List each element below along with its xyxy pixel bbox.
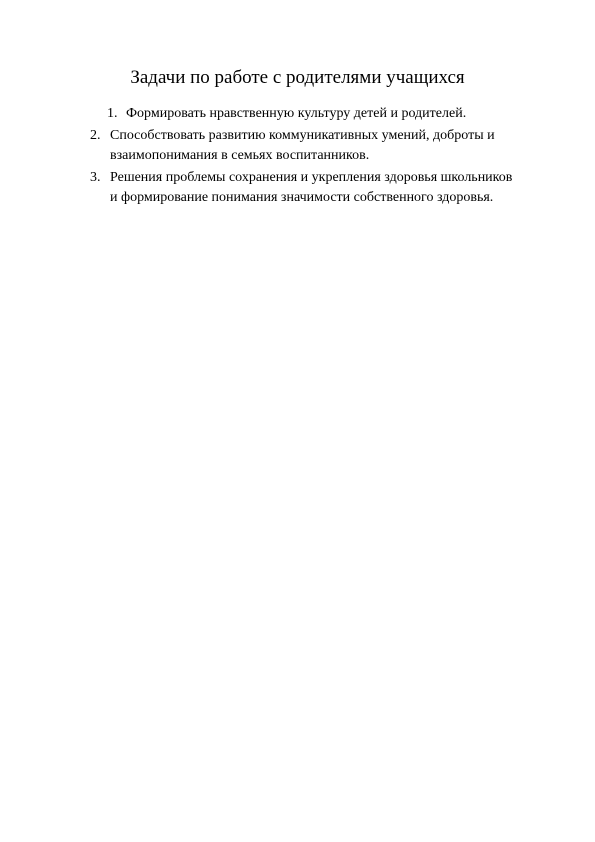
task-text-line: Решения проблемы сохранения и укрепления здоровья школьников xyxy=(110,170,513,185)
task-text-line: и формирование понимания значимости собственного здоровья. xyxy=(110,190,494,205)
task-item-3 xyxy=(0,168,595,208)
task-number: 3. xyxy=(90,170,101,185)
task-text-line: Формировать нравственную культуру детей и родителей. xyxy=(126,106,467,121)
document-title: Задачи по работе с родителями учащихся xyxy=(130,67,465,88)
task-item-2 xyxy=(0,126,595,166)
task-list xyxy=(0,104,595,210)
task-text-line: взаимопонимания в семьях воспитанников. xyxy=(110,148,370,163)
task-number: 2. xyxy=(90,128,101,143)
task-item-1 xyxy=(0,104,595,124)
task-number: 1. xyxy=(107,106,118,121)
task-text-line: Способствовать развитию коммуникативных умений, доброты и xyxy=(110,128,495,143)
